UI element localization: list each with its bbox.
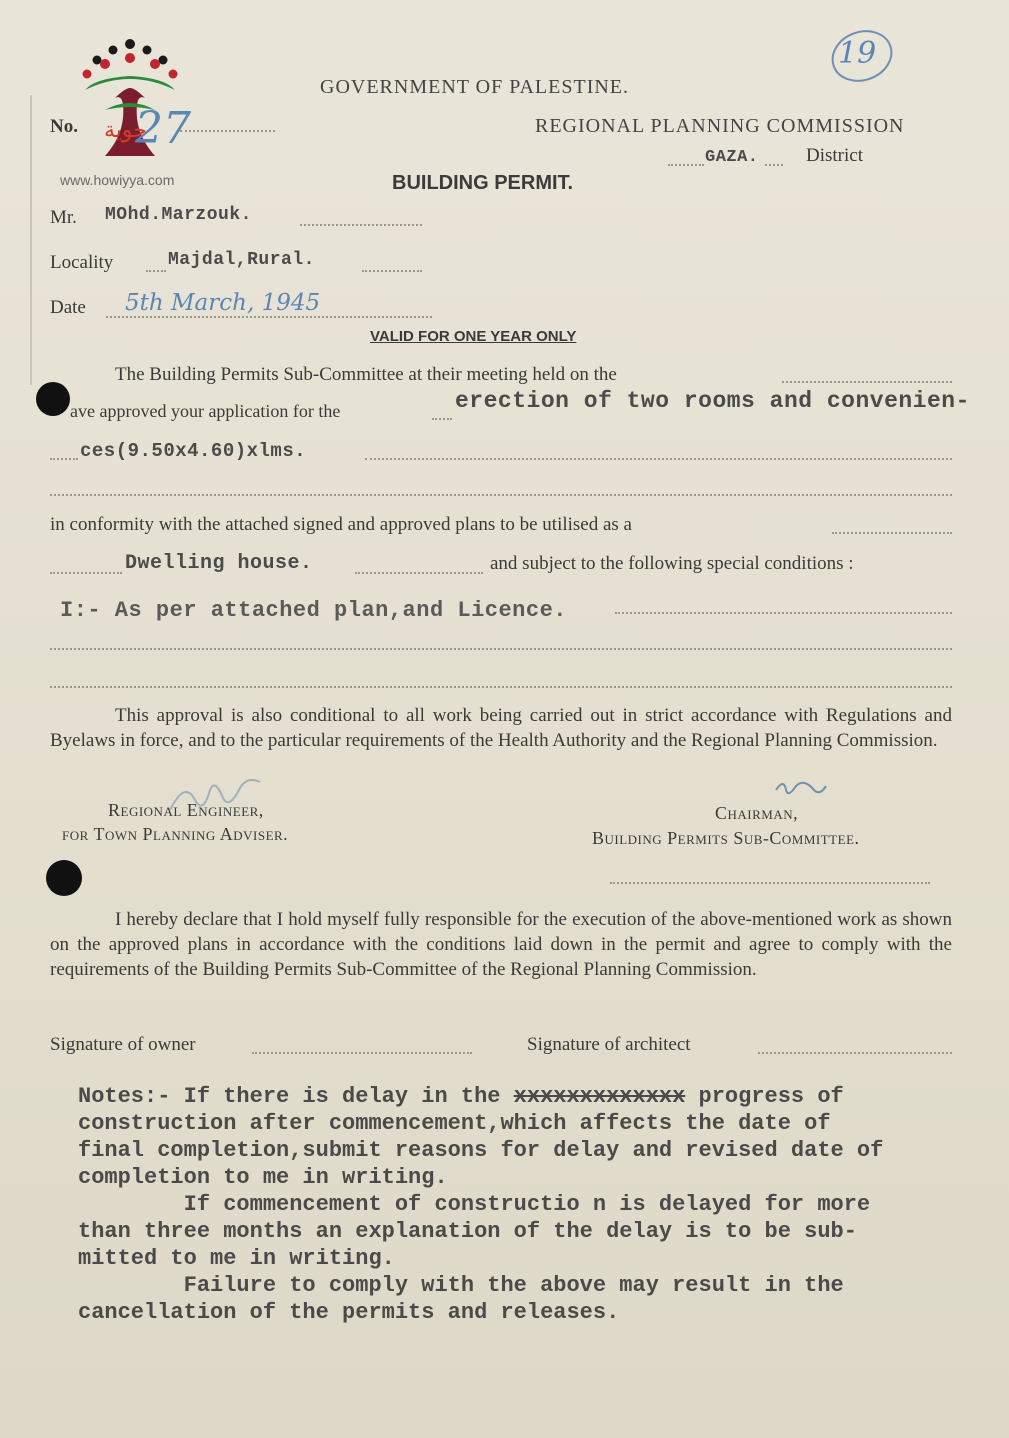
declaration-paragraph: I hereby declare that I hold myself fully responsible for the execution of the above-mentioned work as shown on the approved plans in accordance with the conditions laid down in the permit and agree to comply with the requirements of the Building Permits Sub-Committee of the Regional Planning Commission. [50,909,952,980]
regional-engineer-title: Regional Engineer, [108,800,264,820]
owner-signature-dots [252,1052,472,1054]
notes-line-2: construction after commencement,which affects the date of [78,1111,831,1136]
building-use: Dwelling house. [125,552,313,575]
locality-label: Locality [50,252,114,273]
condition-dots [615,612,952,614]
notes-line-5: If commencement of constructio n is delayed for more [78,1192,871,1217]
locality-dots-pre [146,270,166,272]
special-condition: I:- As per attached plan,and Licence. [60,598,567,623]
chairman-signature [770,774,830,802]
meeting-line: The Building Permits Sub-Committee at their meeting held on the [115,364,617,385]
desc-dots [365,458,952,460]
desc-dots-pre [50,458,78,460]
watermark-url: www.howiyya.com [60,172,175,188]
validity-notice: VALID FOR ONE YEAR ONLY [370,328,577,345]
district-dots-2 [765,164,783,166]
permit-number-dots [180,130,275,132]
meeting-dots [782,381,952,383]
notes-line-4: completion to me in writing. [78,1165,448,1190]
permit-number-label: No. [50,116,78,137]
mr-value: MOhd.Marzouk. [105,205,252,225]
work-description-cont: ces(9.50x4.60)xlms. [80,440,307,462]
application-line: ave approved your application for the [70,401,341,421]
blank-line-2 [50,648,952,650]
architect-signature-label: Signature of architect [527,1034,691,1055]
notes-line-9: cancellation of the permits and releases. [78,1300,620,1325]
page-number-mark: 19 [838,36,877,71]
chairman-sign-dots [610,882,930,884]
locality-dots [362,270,422,272]
permit-title: BUILDING PERMIT. [392,172,574,194]
district-dots [668,164,704,166]
chairman-title: Chairman, [715,803,799,823]
conformity-dots [832,532,952,534]
conditions-line: and subject to the following special conditions : [490,553,854,574]
permit-number-value: 27 [135,103,191,154]
notes-line-7: mitted to me in writing. [78,1246,395,1271]
notes-line-8: Failure to comply with the above may result in the [78,1273,844,1298]
ink-blot-1 [36,382,70,416]
date-value: 5th March, 1945 [125,290,321,316]
owner-signature-label: Signature of owner [50,1034,196,1055]
margin-rule [30,95,32,385]
mr-label: Mr. [50,207,77,228]
locality-value: Majdal,Rural. [168,250,315,270]
notes-line-1-end: progress of [685,1084,844,1109]
use-dots [355,572,483,574]
date-dots [106,316,432,318]
notes-line-1 [78,1083,844,1110]
work-description: erection of two rooms and convenien- [455,388,970,414]
district-value: GAZA. [705,148,759,167]
sub-committee-title: Building Permits Sub-Committee. [592,828,860,848]
blank-line-1 [50,494,952,496]
use-dots-pre [50,572,122,574]
notes-line-3: final completion,submit reasons for delay and revised date of [78,1138,884,1163]
mr-dots [300,224,422,226]
commission-heading: REGIONAL PLANNING COMMISSION [535,115,905,137]
ink-blot-2 [46,860,82,896]
application-dots [432,418,452,420]
logo-arabic-text: حوية [104,118,147,143]
notes-struck-text: xxxxxxxxxxxxx [513,1084,686,1109]
notes-line-6: than three months an explanation of the delay is to be sub- [78,1219,857,1244]
notes-line-1-start: Notes:- If there is delay in the [78,1084,514,1109]
town-planning-adviser-title: for Town Planning Adviser. [62,824,289,844]
conformity-line: in conformity with the attached signed and approved plans to be utilised as a [50,514,632,535]
government-heading: GOVERNMENT OF PALESTINE. [320,76,630,98]
blank-line-3 [50,686,952,688]
district-label: District [806,145,863,166]
approval-paragraph: This approval is also conditional to all work being carried out in strict accordance with Regulations and Byelaws in force, and to the particular requirements of the Health Authority and the Regional Planning Commission. [50,705,952,751]
date-label: Date [50,297,86,318]
architect-signature-dots [758,1052,952,1054]
